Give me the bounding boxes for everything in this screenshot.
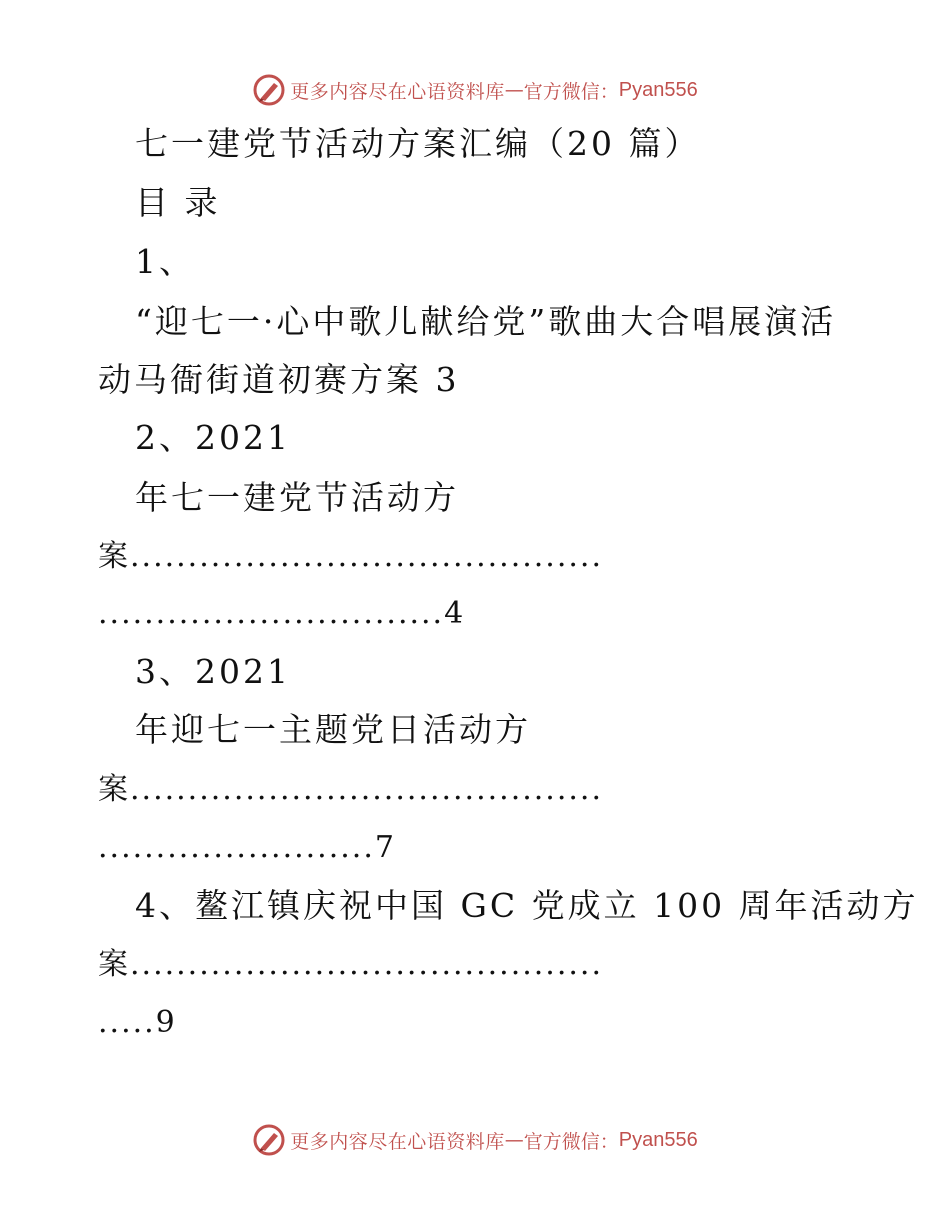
watermark-separator: —	[504, 79, 524, 101]
watermark-text: 更多内容尽在心语资料库	[290, 1130, 505, 1153]
watermark-wechat-id: Pyan556	[618, 78, 698, 101]
watermark-text: 更多内容尽在心语资料库	[290, 80, 505, 103]
toc-leader-line: 案.........................................	[98, 947, 603, 982]
toc-heading: 目 录	[135, 183, 221, 222]
watermark-wechat-id: Pyan556	[618, 1128, 698, 1151]
watermark-wechat-label: 官方微信：	[523, 1130, 619, 1153]
toc-line: 年七一建党节活动方	[135, 478, 459, 517]
toc-leader-line: 案.........................................	[98, 539, 603, 574]
toc-line: 2、2021	[135, 418, 291, 457]
watermark-banner-bottom	[0, 1120, 950, 1160]
toc-line: “迎七一·心中歌儿献给党”歌曲大合唱展演活	[135, 302, 837, 341]
toc-line: 1、	[135, 242, 195, 281]
toc-line: 动马衙街道初赛方案 3	[98, 360, 460, 399]
watermark-wechat-label: 官方微信：	[523, 80, 619, 103]
toc-line: 3、2021	[135, 652, 291, 691]
toc-leader-line: .....9	[98, 1005, 177, 1040]
toc-leader-line: ..............................4	[98, 596, 466, 631]
toc-leader-line: 案.........................................	[98, 772, 603, 807]
document-title: 七一建党节活动方案汇编（20 篇）	[135, 124, 701, 163]
watermark-separator: —	[504, 1129, 524, 1151]
toc-line: 4、鳌江镇庆祝中国 GC 党成立 100 周年活动方	[135, 886, 919, 925]
toc-leader-line: ........................7	[98, 830, 396, 865]
toc-line: 年迎七一主题党日活动方	[135, 710, 531, 749]
watermark-banner-top	[0, 70, 950, 110]
pen-logo-icon	[252, 73, 286, 107]
pen-logo-icon	[252, 1123, 286, 1157]
